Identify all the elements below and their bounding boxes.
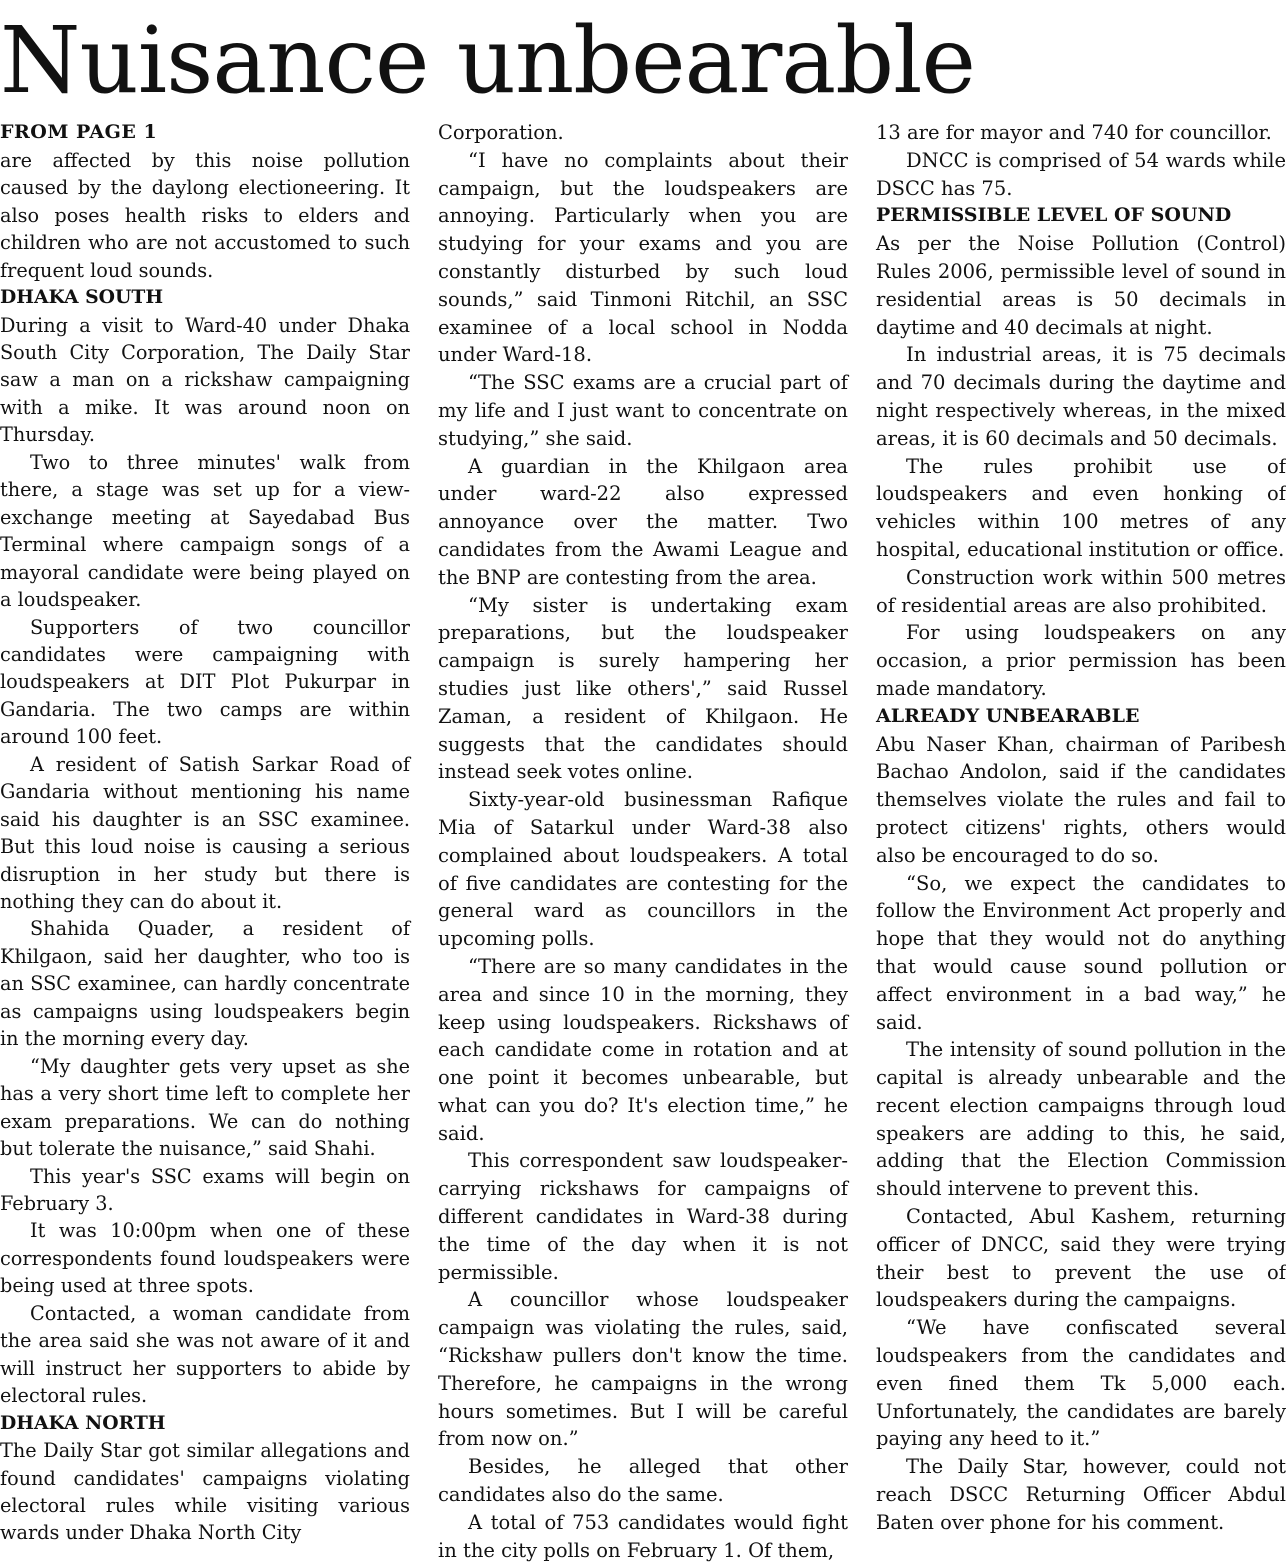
paragraph: Besides, he alleged that other candidates also do the same. xyxy=(438,1455,848,1507)
paragraph: Corporation. xyxy=(438,121,564,144)
paragraph: Abu Naser Khan, chairman of Paribesh Bachao Andolon, said if the candidates themselves violate the rules and fail to protect citizens' rights, others would also be encouraged to do so. xyxy=(876,732,1286,867)
subheading-dhaka-north: DHAKA NORTH xyxy=(0,1411,166,1434)
article-column-3 xyxy=(876,119,1286,1537)
paragraph: The Daily Star, however, could not reach DSCC Returning Officer Abdul Baten over phone for his comment. xyxy=(876,1455,1286,1534)
headline: Nuisance unbearable xyxy=(0,7,975,114)
paragraph: “We have confiscated several loudspeakers from the candidates and even fined them Tk 5,000 each. Unfortunately, the candidates are barely paying any heed to it.” xyxy=(876,1316,1286,1451)
paragraph: Supporters of two councillor candidates were campaigning with loudspeakers at DIT Plot Pukurpar in Gandaria. The two camps are within around 100 feet. xyxy=(0,615,410,749)
paragraph: A councillor whose loudspeaker campaign was violating the rules, said, “Rickshaw pullers don't know the time. Therefore, he campaigns in the wrong hours sometimes. But I will be careful from now on.” xyxy=(438,1288,848,1451)
paragraph: “I have no complaints about their campaign, but the loudspeakers are annoying. Particularly when you are studying for your exams and you are constantly disturbed by such loud sounds,” said Tinmoni Ritchil, an SSC examinee of a local school in Nodda under Ward-18. xyxy=(438,148,848,367)
paragraph: DNCC is comprised of 54 wards while DSCC has 75. xyxy=(876,148,1286,200)
paragraph: Contacted, a woman candidate from the area said she was not aware of it and will instruct her supporters to abide by electoral rules. xyxy=(0,1301,410,1408)
paragraph: A guardian in the Khilgaon area under ward-22 also expressed annoyance over the matter. Two candidates from the Awami League and the BNP are contesting from the area. xyxy=(438,454,848,589)
paragraph: It was 10:00pm when one of these correspondents found loudspeakers were being used at three spots. xyxy=(0,1219,410,1298)
paragraph: The rules prohibit use of loudspeakers and even honking of vehicles within 100 metres of any hospital, educational institution or office. xyxy=(876,454,1286,561)
article-column-2 xyxy=(438,119,848,1564)
paragraph: 13 are for mayor and 740 for councillor. xyxy=(876,121,1272,144)
paragraph: In industrial areas, it is 75 decimals and 70 decimals during the daytime and night respectively whereas, in the mixed areas, it is 60 decimals and 50 decimals. xyxy=(876,343,1286,450)
paragraph: “The SSC exams are a crucial part of my life and I just want to concentrate on studying,” she said. xyxy=(438,371,848,450)
paragraph: During a visit to Ward-40 under Dhaka South City Corporation, The Daily Star saw a man on a rickshaw campaigning with a mike. It was around noon on Thursday. xyxy=(0,313,410,447)
paragraph: The Daily Star got similar allegations and found candidates' campaigns violating electoral rules while visiting various wards under Dhaka North City xyxy=(0,1439,410,1545)
paragraph: “There are so many candidates in the area and since 10 in the morning, they keep using loudspeakers. Rickshaws of each candidate come in rotation and at one point it becomes unbearable, but what can you do? It's election time,” he said. xyxy=(438,954,848,1145)
paragraph: As per the Noise Pollution (Control) Rules 2006, permissible level of sound in residential areas is 50 decimals in daytime and 40 decimals at night. xyxy=(876,232,1286,339)
paragraph: Contacted, Abul Kashem, returning officer of DNCC, said they were trying their best to prevent the use of loudspeakers during the campaigns. xyxy=(876,1205,1286,1312)
paragraph: “My daughter gets very upset as she has a very short time left to complete her exam preparations. We can do nothing but tolerate the nuisance,” said Shahi. xyxy=(0,1054,410,1161)
article-column-1 xyxy=(0,119,410,1547)
paragraph: A resident of Satish Sarkar Road of Gandaria without mentioning his name said his daughter is an SSC examinee. But this loud noise is causing a serious disruption in her study but there is nothing they can do about it. xyxy=(0,752,410,914)
paragraph: “So, we expect the candidates to follow the Environment Act properly and hope that they would not do anything that would cause sound pollution or affect environment in a bad way,” he said. xyxy=(876,871,1286,1034)
paragraph: This year's SSC exams will begin on February 3. xyxy=(0,1164,410,1216)
paragraph: For using loudspeakers on any occasion, a prior permission has been made mandatory. xyxy=(876,621,1286,700)
paragraph: A total of 753 candidates would fight in the city polls on February 1. Of them, xyxy=(438,1510,848,1562)
subheading-permissible-level: PERMISSIBLE LEVEL OF SOUND xyxy=(876,204,1232,227)
paragraph: Two to three minutes' walk from there, a stage was set up for a view-exchange meeting at Sayedabad Bus Terminal where campaign songs of a mayoral candidate were being played on a loudspeaker. xyxy=(0,450,410,612)
paragraph: This correspondent saw loudspeaker-carrying rickshaws for campaigns of different candidates in Ward-38 during the time of the day when it is not permissible. xyxy=(438,1149,848,1284)
paragraph: The intensity of sound pollution in the capital is already unbearable and the recent election campaigns through loud speakers are adding to this, he said, adding that the Election Commission should intervene to prevent this. xyxy=(876,1038,1286,1201)
continued-from-label: FROM PAGE 1 xyxy=(0,121,158,143)
paragraph: “My sister is undertaking exam preparations, but the loudspeaker campaign is surely hampering her studies just like others',” said Russel Zaman, a resident of Khilgaon. He suggests that the candidates should instead seek votes online. xyxy=(438,593,848,784)
paragraph: Shahida Quader, a resident of Khilgaon, said her daughter, who too is an SSC examinee, can hardly concentrate as campaigns using loudspeakers begin in the morning every day. xyxy=(0,917,410,1051)
subheading-dhaka-south: DHAKA SOUTH xyxy=(0,286,164,309)
paragraph: are affected by this noise pollution caused by the daylong electioneering. It also poses health risks to elders and children who are not accustomed to such frequent loud sounds. xyxy=(0,148,410,282)
paragraph: Sixty-year-old businessman Rafique Mia of Satarkul under Ward-38 also complained about loudspeakers. A total of five candidates are contesting for the general ward as councillors in the upcoming polls. xyxy=(438,788,848,951)
paragraph: Construction work within 500 metres of residential areas are also prohibited. xyxy=(876,565,1286,617)
subheading-already-unbearable: ALREADY UNBEARABLE xyxy=(876,704,1140,727)
